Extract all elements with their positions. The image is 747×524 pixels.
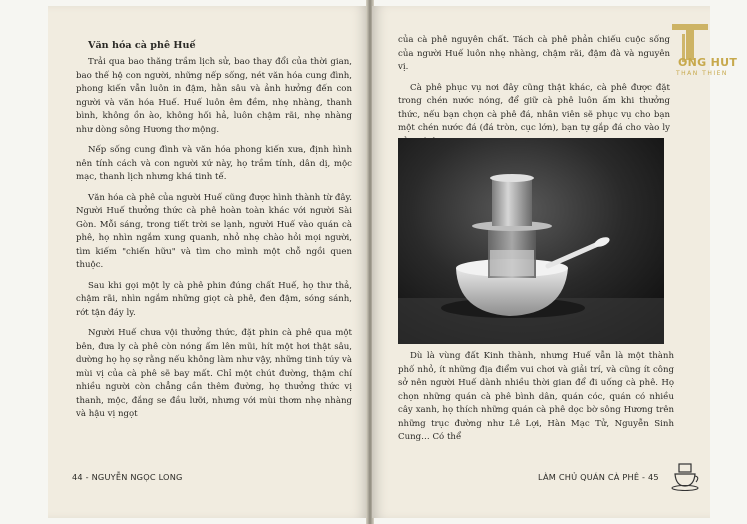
left-page-body	[76, 56, 352, 429]
phin-filter	[492, 178, 532, 226]
paragraph: Nếp sống cung đình và văn hóa phong kiến xưa, định hình nên tính cách và con người xứ này, họ trầm tính, dân dị, mộc mạc, thanh lịch nhưng khá tinh tế.	[76, 145, 352, 182]
paragraph: Văn hóa cà phê của người Huế cũng được hình thành từ đây. Người Huế thưởng thức cà phê hoàn toàn khác với người Sài Gòn. Mỗi sáng, trong tiết trời se lạnh, người Huế vào quán cà phê, họ nhìn ngắm xung quanh, nhỏ nhẹ chào hỏi mọi người, tìm kiếm "chiến hữu" và tìm cho mình một chỗ ngồi quen thuộc.	[76, 192, 352, 270]
right-page	[372, 6, 710, 518]
glass-content	[490, 250, 534, 276]
paragraph: Sau khi gọi một ly cà phê phin đúng chất Huế, họ thư thả, chậm rãi, nhìn ngắm những giọt cà phê, đen đậm, sóng sánh, rớt tận đáy ly.	[76, 280, 352, 318]
paragraph: Dù là vùng đất Kinh thành, nhưng Huế vẫn là một thành phố nhỏ, ít những địa điểm vui chơi và giải trí, và cũng ít công sở nên người Huế dành nhiều thời gian để đi uống cà phê. Họ chọn những quán cà phê bình dân, quán cóc, quán có nhiều cây xanh, họ thích những quán cà phê dọc bờ sông Hương trên những trục đường như Lê Lợi, Hàn Mạc Tử, Nguyễn Sinh Cung… Có thể	[398, 351, 674, 442]
margin-left	[0, 0, 48, 524]
phin-lid	[490, 174, 534, 182]
coffee-cup-icon	[669, 462, 701, 492]
logo-mark	[664, 20, 744, 90]
logo-tagline: THAN THIEN	[676, 70, 728, 77]
left-page	[48, 6, 368, 518]
paragraph: Cà phê phục vụ nơi đây cũng thật khác, cà phê được đặt trong chén nước nóng, để giữ cà phê luôn ấm khi thưởng thức, nếu bạn chọn cà phê đá, nhân viên sẽ phục vụ cho bạn một chén nước đá (đá tròn, cục lớn), bạn tự gắp đá cho vào ly	[398, 82, 670, 133]
paragraph: của cà phê nguyên chất. Tách cà phê phản chiếu cuộc sống của người Huế luôn nhẹ nhàng, chậm rãi, đậm đà và nguyên vị.	[398, 35, 670, 72]
page-footer-right: LÀM CHỦ QUÁN CÀ PHÊ - 45	[538, 472, 659, 482]
logo-name: ONG HUT	[678, 56, 738, 69]
section-heading: Văn hóa cà phê Huế	[88, 40, 196, 51]
paragraph: Người Huế chưa vội thưởng thức, đặt phin cà phê qua một bên, đưa ly cà phê còn nóng ấm lên mũi, hít một hơi thật sâu, dường họ họ sợ rằng nếu không làm như vậy, những tinh túy và mùi vị của cà phê sẽ bay mất. Chỉ một chút đường, thậm chí nhiều người còn chẳng cần thêm đường, họ thưởng thức vị thanh, mộc, đắng se đầu lưỡi, nhưng với mùi thơm nhẹ nhàng và hậu vị ngọt	[76, 328, 352, 419]
coffee-photo	[398, 138, 664, 344]
page-footer-left: 44 - NGUYỄN NGỌC LONG	[72, 472, 183, 482]
right-page-body-bottom	[398, 350, 674, 452]
paragraph: Trải qua bao thăng trầm lịch sử, bao thay đổi của thời gian, bao thế hệ con người, những nếp sống, nét văn hóa cung đình, phong kiến vẫn luôn in đậm, hằn sâu và ảnh hưởng đến con người và văn hóa Huế. Huế luôn êm đềm, nhẹ nhàng, thanh bình, không ồn ào, không hối hả, luôn chậm rãi, nhẹ nhàng như dòng sông Hương thơ mộng.	[76, 57, 352, 135]
coffee-filter-illustration	[398, 138, 664, 344]
